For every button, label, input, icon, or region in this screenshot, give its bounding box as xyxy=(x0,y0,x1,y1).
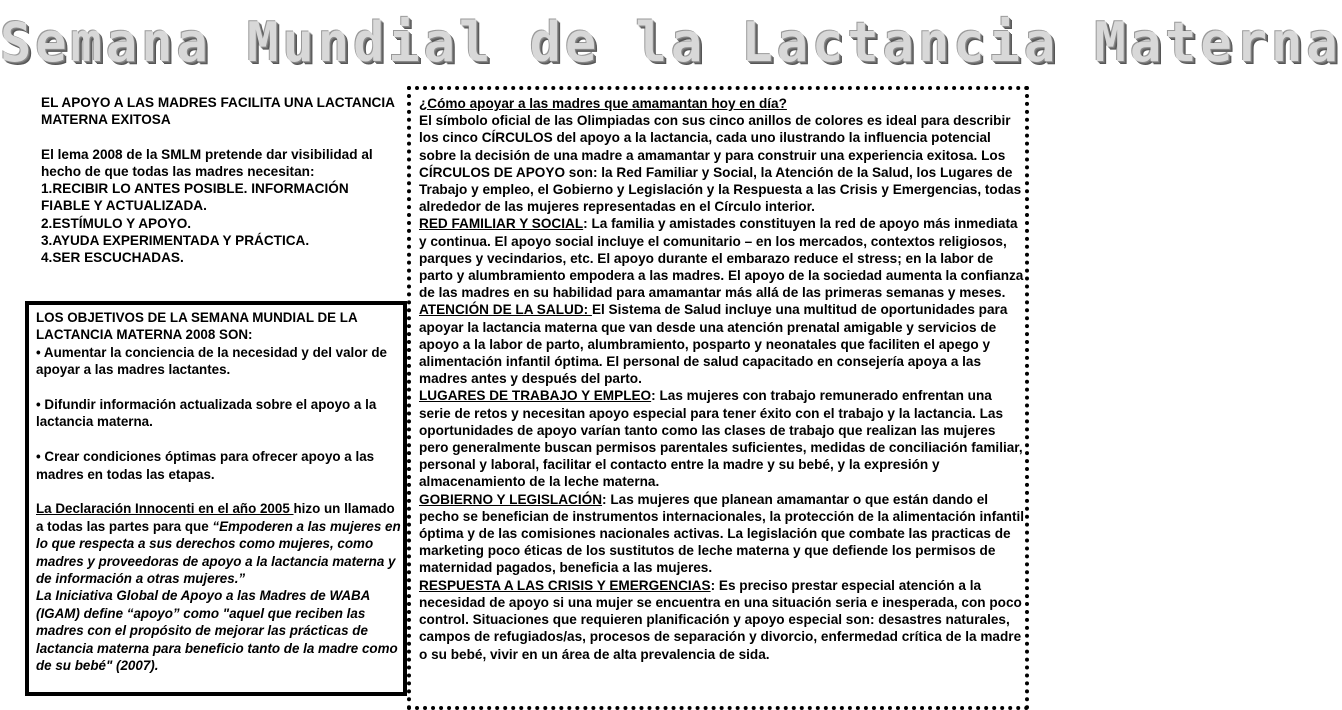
circle-text: La familia y amistades constituyen la red de apoyo más inmediata y continua. El apoyo social incluye el comunitario – en los mercados, contextos religiosos, parques y vecindarios, etc. El apoyo durante el embarazo reduce el stress; en la labor de parto y alumbramiento empodera a las madres. El apoyo de la sociedad aumenta la confianza de las madres en su habilidad para amamantar más allá de las primeras semanas y meses. xyxy=(419,216,1024,301)
spacer xyxy=(36,483,403,500)
objectives-heading: LOS OBJETIVOS DE LA SEMANA MUNDIAL DE LA LACTANCIA MATERNA 2008 SON: xyxy=(36,310,358,343)
circle-label: GOBIERNO Y LEGISLACIÓN xyxy=(419,491,603,507)
page-title: Semana Mundial de la Lactancia Materna xyxy=(0,11,1342,75)
need-item: 3.AYUDA EXPERIMENTADA Y PRÁCTICA. xyxy=(41,233,310,249)
objectives-box xyxy=(25,301,407,696)
circle-text: Las mujeres que planean amamantar o que están dando el pecho se benefician de instrumentos internacionales, la protección de la alimentación infantil óptima y de las comisiones nacionales activas. La legislación que combate las practicas de marketing poco éticas de los sustitutos de leche materna y que defiende los permisos de maternidad pagados, beneficia a las mujeres. xyxy=(419,491,1025,576)
intro-section xyxy=(41,94,396,267)
spacer xyxy=(36,379,403,396)
circle-text: Es preciso prestar especial atención a la necesidad de apoyo si una mujer se encuentra en una situación seria e inesperada, con poco control. Situaciones que requieren planificación y apoyo especial son: desastres naturales, campos de refugiados/as, procesos de separación y divorcio, enfermedad crítica de la madre o su bebé, vivir en un área de alta prevalencia de sida. xyxy=(419,577,1022,662)
intro-lead: El lema 2008 de la SMLM pretende dar visibilidad al hecho de que todas las madres necesitan: xyxy=(41,146,373,179)
need-item: 4.SER ESCUCHADAS. xyxy=(41,250,184,266)
separator: : xyxy=(602,491,611,507)
support-circles-box xyxy=(407,86,1029,710)
circle-text: Las mujeres con trabajo remunerado enfrentan una serie de retos y necesitan apoyo especial para tener éxito con el trabajo y la lactancia. Las oportunidades de apoyo varían tanto como las clases de trabajo que realizan las mujeres pero generalmente buscan permisos parentales suficientes, medidas de conciliación familiar, personal y laboral, facilitar el contacto entre la madre y su bebé, y la expresión y almacenamiento de la leche materna. xyxy=(419,388,1023,490)
support-question: ¿Cómo apoyar a las madres que amamantan hoy en día? xyxy=(419,96,787,111)
circle-label: RED FAMILIAR Y SOCIAL xyxy=(419,216,584,232)
intro-heading: EL APOYO A LAS MADRES FACILITA UNA LACTANCIA MATERNA EXITOSA xyxy=(41,95,395,128)
objective-item: • Crear condiciones óptimas para ofrecer apoyo a las madres en todas las etapas. xyxy=(36,449,375,482)
need-item: 2.ESTÍMULO Y APOYO. xyxy=(41,215,192,231)
spacer xyxy=(41,129,396,146)
igam-definition: La Iniciativa Global de Apoyo a las Madres de WABA (IGAM) define “apoyo” como "aquel que reciben las madres con el propósito de mejorar las prácticas de lactancia materna para beneficio tanto de la madre como de su bebé" (2007). xyxy=(36,588,398,674)
separator: : xyxy=(710,577,719,593)
separator: : xyxy=(583,216,592,232)
objective-item: • Difundir información actualizada sobre el apoyo a la lactancia materna. xyxy=(36,397,377,430)
objective-item: • Aumentar la conciencia de la necesidad y del valor de apoyar a las madres lactantes. xyxy=(36,344,387,378)
circle-paragraph xyxy=(419,577,1025,663)
support-intro: El símbolo oficial de las Olimpiadas con sus cinco anillos de colores es ideal para describir los cinco CÍRCULOS del apoyo a la lactancia, cada uno ilustrando la influencia potencial sobre la decisión de una madre a amamantar y para construir una experiencia exitosa. Los CÍRCULOS DE APOYO son: la Red Familiar y Social, la Atención de la Salud, los Lugares de Trabajo y empleo, el Gobierno y Legislación y la Respuesta a las Crisis y Emergencias, todas alrededor de las mujeres representadas en el Círculo interior. xyxy=(419,113,1022,215)
circle-label: LUGARES DE TRABAJO Y EMPLEO xyxy=(419,388,652,404)
circle-paragraph xyxy=(419,301,1025,387)
circle-paragraph xyxy=(419,387,1025,490)
innocenti-quote: “Empoderen a las mujeres en lo que respecta a sus derechos como mujeres, como madres y proveedoras de apoyo a la lactancia materna y de información a otras mujeres.” xyxy=(36,518,401,587)
separator: : xyxy=(651,388,660,404)
circle-label: ATENCIÓN DE LA SALUD: xyxy=(419,302,592,318)
need-item: 1.RECIBIR LO ANTES POSIBLE. INFORMACIÓN FIABLE Y ACTUALIZADA. xyxy=(41,181,349,214)
innocenti-reference: La Declaración Innocenti en el año 2005 xyxy=(36,501,294,517)
circle-text: El Sistema de Salud incluye una multitud de oportunidades para apoyar la lactancia materna que van desde una atención prenatal amigable y servicios de apoyo a la labor de parto, alumbramiento, posparto y neonatales que faciliten el apego y alimentación infantil óptima. El personal de salud capacitado en consejería apoya a las madres antes y después del parto. xyxy=(419,302,1008,387)
innocenti-paragraph xyxy=(36,500,403,587)
spacer xyxy=(36,431,403,448)
circle-label: RESPUESTA A LAS CRISIS Y EMERGENCIAS xyxy=(419,577,711,593)
circle-paragraph xyxy=(419,215,1025,301)
innocenti-text: hizo un llamado a todas las partes para que xyxy=(36,501,395,534)
circle-paragraph xyxy=(419,491,1025,577)
